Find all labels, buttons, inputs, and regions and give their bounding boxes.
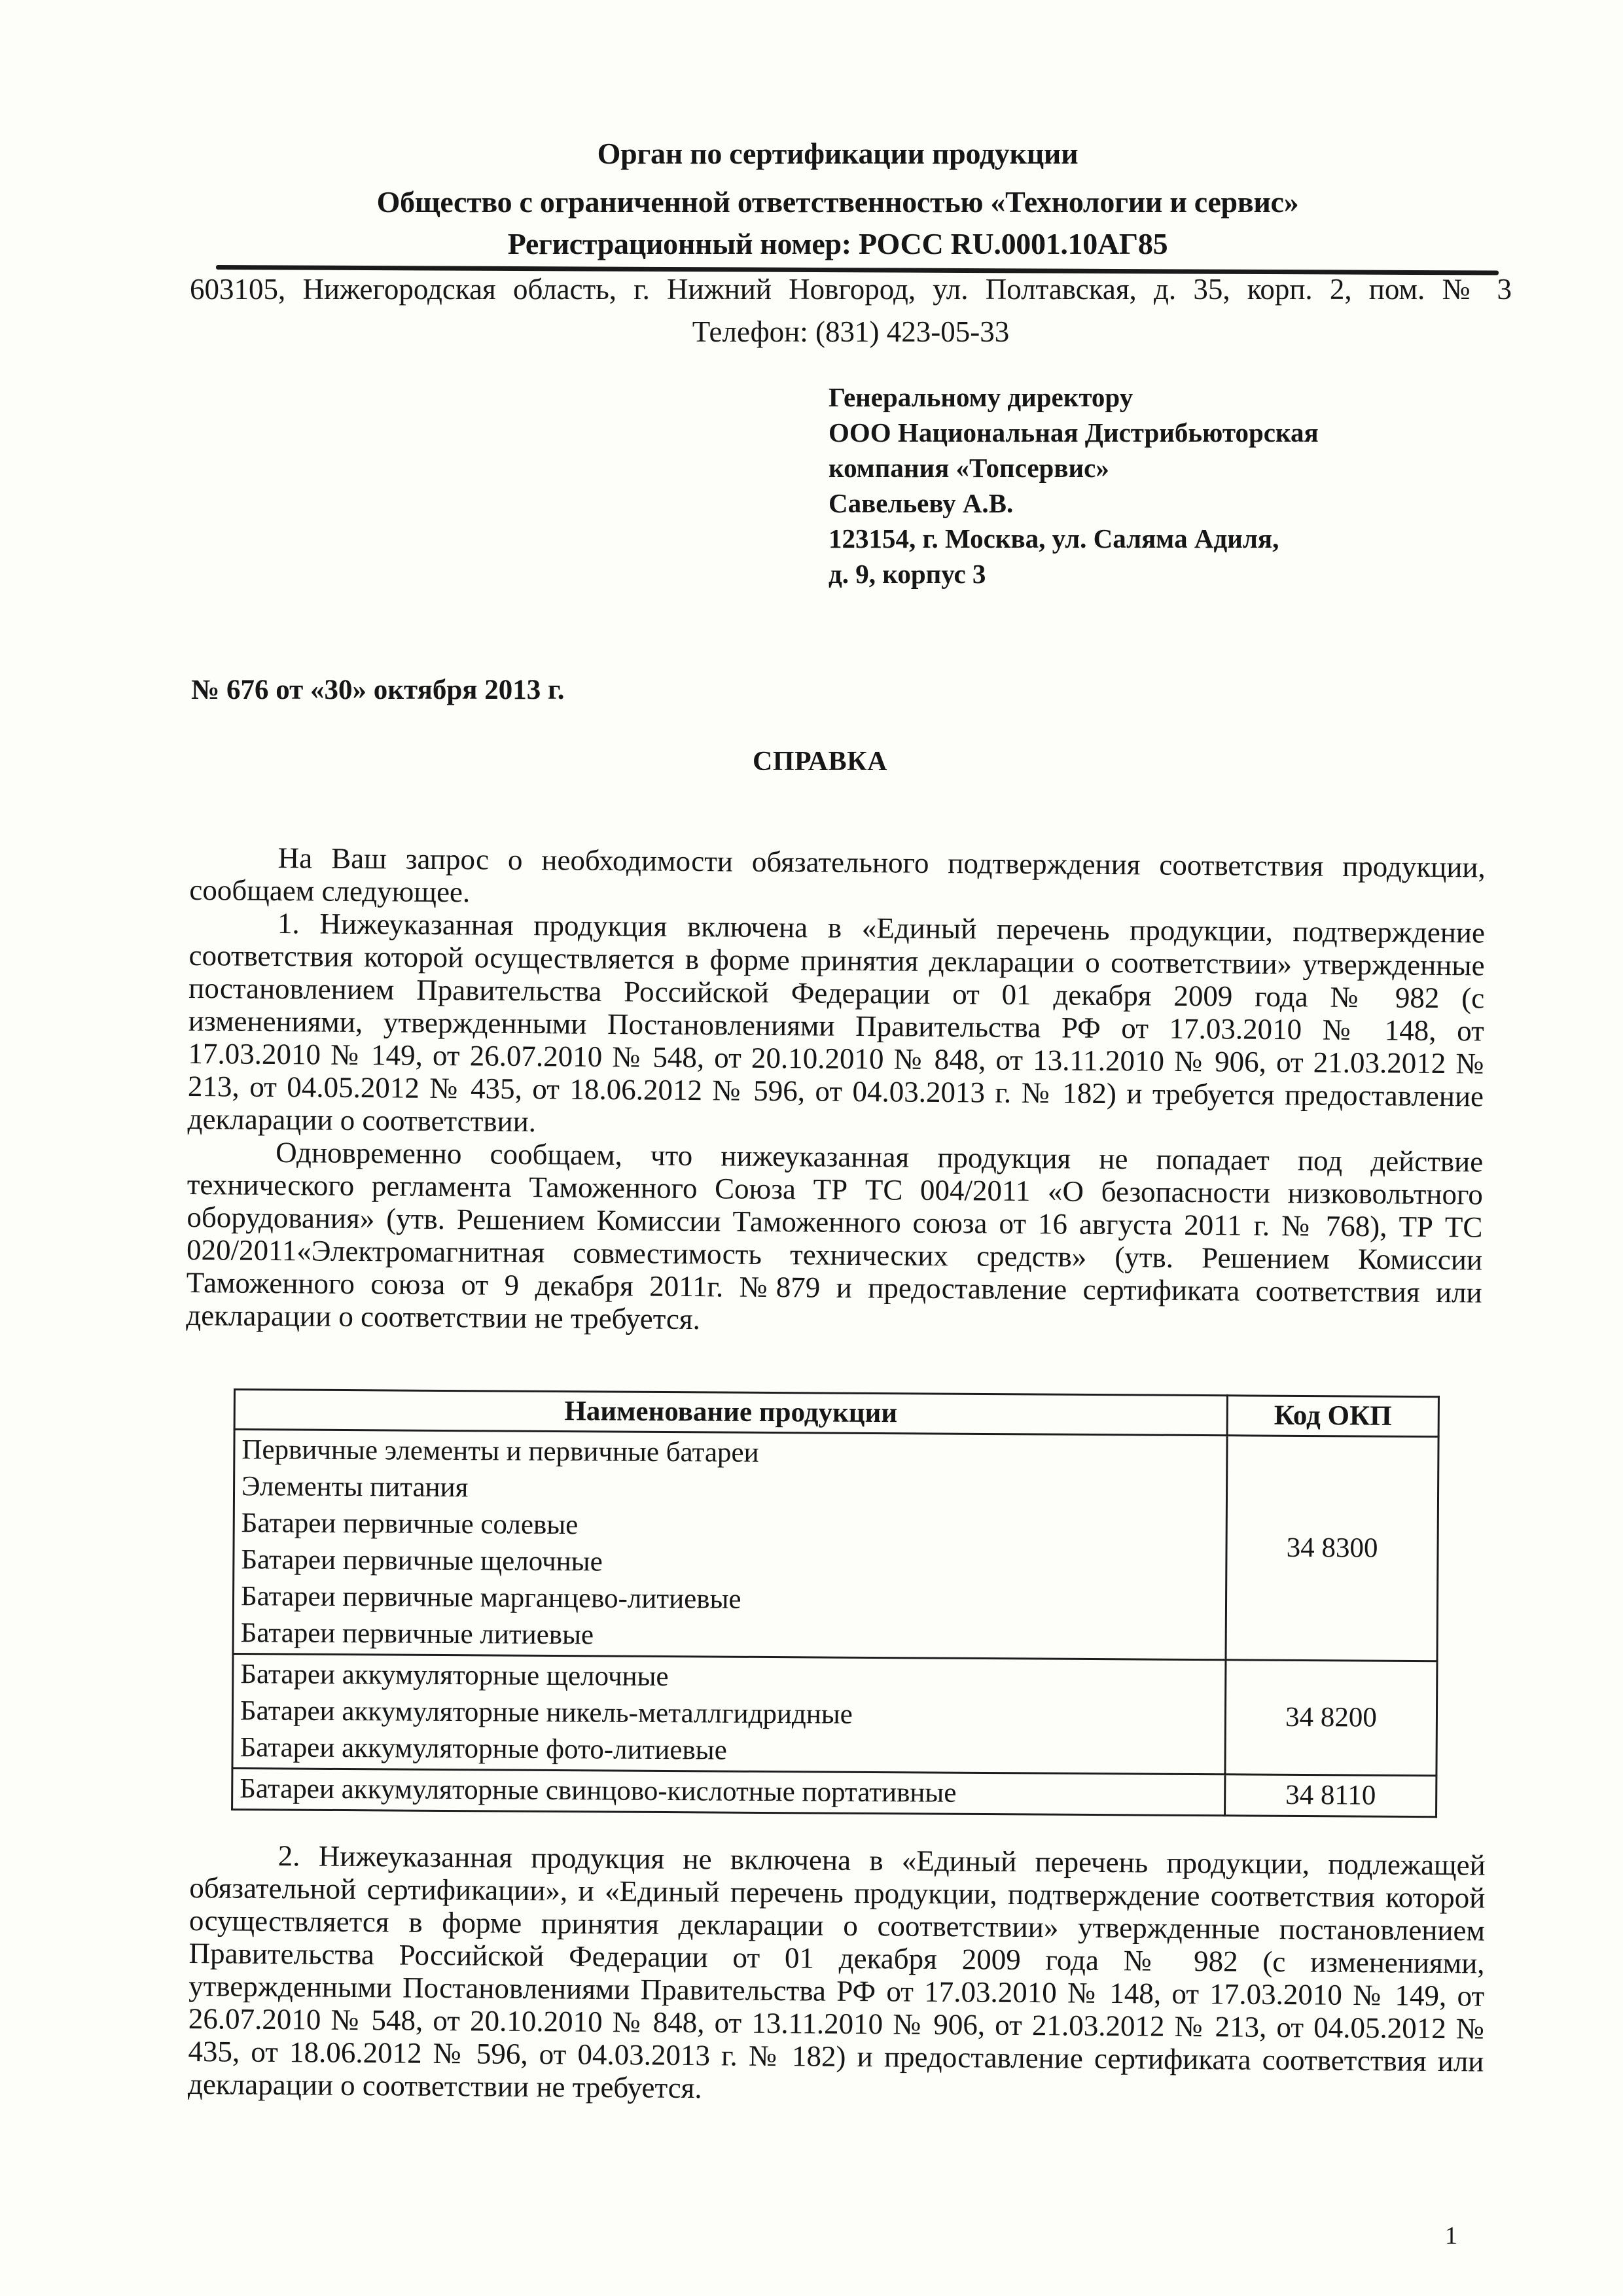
registration-number: Регистрационный номер: РОСС RU.0001.10АГ85 [507, 227, 1168, 260]
okp-code-cell: 34 8110 [1225, 1775, 1436, 1817]
recipient-line: 123154, г. Москва, ул. Салямa Адиля, [829, 523, 1279, 554]
product-name: Батареи аккумуляторные свинцово-кислотные портативные [240, 1773, 957, 1809]
table-header-row [234, 1390, 1438, 1437]
product-names-cell [233, 1430, 1227, 1660]
item-1-paragraph: 1. Нижеуказанная продукция включена в «Единый перечень продукции, подтверждение соответствия которой осуществляется в форме принятия декларации о соответствии» утвержденные постановлением Правительства Российской Федерации от 01 декабря 2009 года № 982 (с изменениями, утвержденными Постановлениями Правительства РФ от 17.03.2010 № 148, от 17.03.2010 № 149, от 26.07.2010 № 548, от 20.10.2010 № 848, от 13.11.2010 № 906, от 21.03.2012 № 213, от 04.05.2012 № 435, от 18.06.2012 № 596, от 04.03.2013 г. № 182) и требуется предоставление декларации о соответствии. [187, 907, 1486, 1139]
product-name: Батареи первичные солевые [241, 1508, 579, 1541]
item-2-paragraph: 2. Нижеуказанная продукция не включена в «Единый перечень продукции, подлежащей обязательной сертификации», и «Единый перечень продукции, подтверждение соответствия которой осуществляется в форме принятия декларации о соответствии» утвержденные постановлением Правительства Российской Федерации от 01 декабря 2009 года № 982 (с изменениями, утвержденными Постановлениями Правительства РФ от 17.03.2010 № 148, от 17.03.2010 № 149, от 26.07.2010 № 548, от 20.10.2010 № 848, от 13.11.2010 № 906, от 21.03.2012 № 213, от 04.05.2012 № 435, от 18.06.2012 № 596, от 04.03.2013 г. № 182) и предоставление сертификата соответствия или декларации о соответствии не требуется. [187, 1839, 1486, 2105]
recipient-line: ООО Национальная Дистрибьюторская [829, 417, 1319, 448]
issuer-address: 603105, Нижегородская область, г. Нижний Новгород, ул. Полтавская, д. 35, корп. 2, пом. № 3 [190, 273, 1512, 306]
intro-paragraph: На Ваш запрос о необходимости обязательного подтверждения соответствия продукции, сообщаем следующее. [189, 841, 1486, 909]
recipient-line: д. 9, корпус 3 [829, 559, 986, 589]
issuer-title: Орган по сертификации продукции [597, 137, 1079, 170]
page-number: 1 [1445, 2222, 1457, 2250]
okp-code-cell: 34 8300 [1226, 1436, 1438, 1661]
product-name: Батареи аккумуляторные никель-металлгидридные [240, 1695, 853, 1730]
issuer-company: Общество с ограниченной ответственностью «Технологии и сервис» [376, 185, 1299, 219]
product-name: Первичные элементы и первичные батареи [241, 1434, 759, 1468]
product-name: Батареи первичные щелочные [241, 1544, 603, 1578]
okp-code-cell: 34 8200 [1225, 1660, 1437, 1776]
product-name: Батареи первичные марганцево-литиевые [240, 1581, 741, 1615]
column-header-product-name: Наименование продукции [234, 1390, 1227, 1436]
product-names-cell [232, 1654, 1226, 1775]
body-section-2 [188, 1839, 1486, 2111]
document-number: № 676 от «30» октября 2013 г. [191, 675, 565, 705]
recipient-block [829, 380, 1483, 592]
product-name: Элементы питания [241, 1471, 469, 1504]
table-row [232, 1654, 1437, 1776]
column-header-okp-code: Код ОКП [1227, 1396, 1438, 1437]
product-name: Батареи аккумуляторные щелочные [240, 1659, 669, 1693]
document-title: СПРАВКА [753, 747, 887, 777]
recipient-line: Генеральному директору [829, 382, 1133, 412]
product-name: Батареи первичные литиевые [240, 1617, 594, 1651]
product-names-cell [232, 1768, 1225, 1815]
products-table [231, 1388, 1440, 1818]
recipient-line: компания «Топсервис» [829, 453, 1109, 483]
table-row [233, 1430, 1438, 1661]
recipient-line: Савельеву А.В. [829, 488, 1014, 518]
simultaneously-paragraph: Одновременно сообщаем, что нижеуказанная продукция не попадает под действие технического регламента Таможенного Союза ТР ТС 004/2011 «О безопасности низковольтного оборудования» (утв. Решением Комиссии Таможенного союза от 16 августа 2011 г. № 768), ТР ТС 020/2011«Электромагнитная совместимость технических средств» (утв. Решением Комиссии Таможенного союза от 9 декабря 2011г. №879 и предоставление сертификата соответствия или декларации о соответствии не требуется. [186, 1136, 1484, 1336]
issuer-phone: Телефон: (831) 423-05-33 [692, 315, 1010, 348]
product-name: Батареи аккумуляторные фото-литиевые [240, 1732, 727, 1766]
body-section-1 [186, 841, 1486, 1342]
table-row [232, 1768, 1436, 1816]
